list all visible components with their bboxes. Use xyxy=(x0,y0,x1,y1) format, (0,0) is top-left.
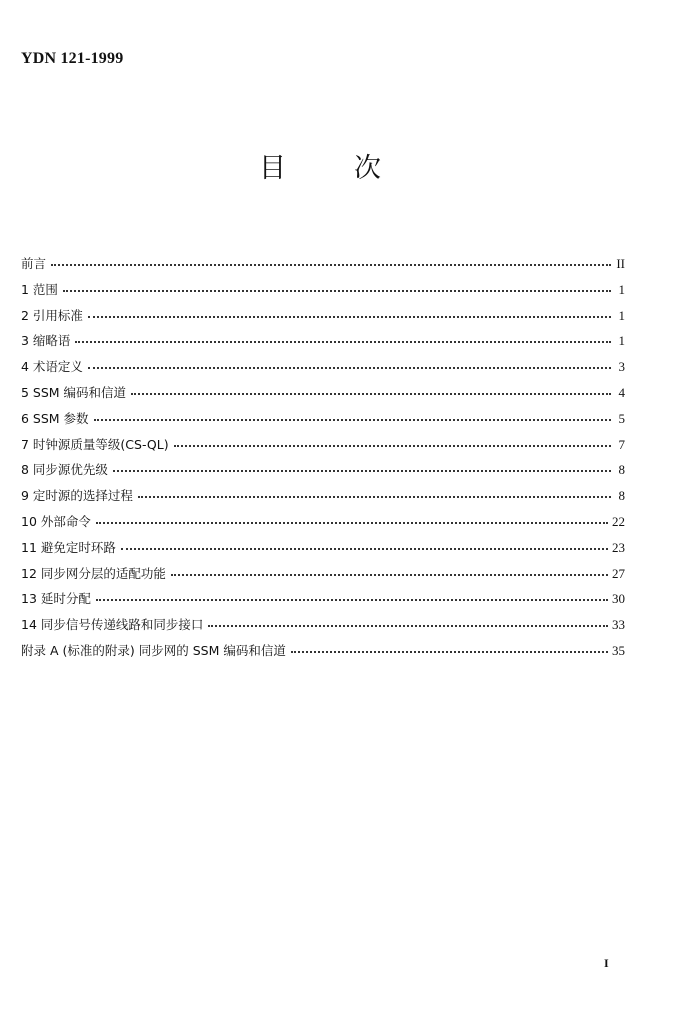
toc-entry-8 xyxy=(21,460,625,486)
toc-entry-label: 3 缩略语 xyxy=(21,333,71,349)
toc-entry-page: 33 xyxy=(612,617,625,633)
toc-entry-14 xyxy=(21,615,625,641)
toc-leader-dots xyxy=(291,651,608,653)
toc-entry-label: 附录 A (标准的附录) 同步网的 SSM 编码和信道 xyxy=(21,642,286,658)
toc-leader-dots xyxy=(174,445,611,447)
toc-entry-label: 前言 xyxy=(21,256,47,271)
toc-entry-label: 11 避免定时环路 xyxy=(21,539,116,555)
page-title xyxy=(0,146,640,185)
toc-entry-5 xyxy=(21,383,625,409)
toc-entry-appendix-a xyxy=(21,641,625,667)
toc-entry-label: 5 SSM 编码和信道 xyxy=(21,384,127,400)
toc-entry-page: 8 xyxy=(618,462,625,478)
toc-entry-3 xyxy=(21,331,625,357)
toc-entry-foreword xyxy=(21,254,625,280)
toc-entry-9 xyxy=(21,486,625,512)
toc-leader-dots xyxy=(171,574,608,576)
toc-leader-dots xyxy=(75,341,611,343)
document-code: YDN 121-1999 xyxy=(21,50,124,67)
toc-entry-11 xyxy=(21,538,625,564)
toc-entry-label: 7 时钟源质量等级(CS-QL) xyxy=(21,436,169,452)
toc-leader-dots xyxy=(63,290,611,292)
toc-entry-7 xyxy=(21,435,625,461)
toc-entry-12 xyxy=(21,564,625,590)
toc-leader-dots xyxy=(51,264,611,266)
toc-entry-page: 4 xyxy=(618,384,625,400)
toc-entry-page: 1 xyxy=(618,307,625,323)
toc-entry-2 xyxy=(21,306,625,332)
toc-leader-dots xyxy=(131,393,611,395)
toc-leader-dots xyxy=(96,599,608,601)
toc-entry-label: 10 外部命令 xyxy=(21,513,91,529)
toc-entry-4 xyxy=(21,357,625,383)
toc-entry-label: 2 引用标准 xyxy=(21,307,83,323)
toc-entry-page: 27 xyxy=(612,565,625,581)
toc-entry-page: 1 xyxy=(618,281,625,297)
page-number: I xyxy=(604,956,609,970)
toc-entry-13 xyxy=(21,589,625,615)
toc-entry-page: 22 xyxy=(612,513,625,529)
toc-leader-dots xyxy=(113,470,611,472)
toc-entry-label: 4 术语定义 xyxy=(21,359,83,375)
toc-entry-label: 6 SSM 参数 xyxy=(21,410,89,426)
page-title-char-2: 次 xyxy=(354,153,381,184)
toc-leader-dots xyxy=(138,496,611,498)
toc-entry-page: 5 xyxy=(618,410,625,426)
toc-entry-page: 3 xyxy=(618,359,625,375)
toc-entry-1 xyxy=(21,280,625,306)
toc-entry-label: 8 同步源优先级 xyxy=(21,462,108,478)
toc-entry-label: 1 范围 xyxy=(21,281,58,297)
toc-entry-page: II xyxy=(616,256,625,271)
toc-entry-6 xyxy=(21,409,625,435)
table-of-contents xyxy=(21,254,625,667)
toc-leader-dots xyxy=(88,316,611,318)
toc-leader-dots xyxy=(121,548,608,550)
toc-leader-dots xyxy=(88,367,611,369)
toc-entry-page: 35 xyxy=(612,642,625,658)
toc-entry-label: 12 同步网分层的适配功能 xyxy=(21,565,166,581)
toc-entry-label: 13 延时分配 xyxy=(21,591,91,607)
toc-entry-page: 30 xyxy=(612,591,625,607)
toc-entry-10 xyxy=(21,512,625,538)
toc-leader-dots xyxy=(96,522,608,524)
toc-entry-page: 1 xyxy=(618,333,625,349)
toc-leader-dots xyxy=(208,625,608,627)
toc-leader-dots xyxy=(94,419,611,421)
toc-entry-page: 8 xyxy=(618,488,625,504)
toc-entry-page: 23 xyxy=(612,539,625,555)
toc-entry-label: 14 同步信号传递线路和同步接口 xyxy=(21,617,204,633)
toc-entry-page: 7 xyxy=(618,436,625,452)
page-title-char-1: 目 xyxy=(259,153,286,184)
toc-entry-label: 9 定时源的选择过程 xyxy=(21,488,133,504)
